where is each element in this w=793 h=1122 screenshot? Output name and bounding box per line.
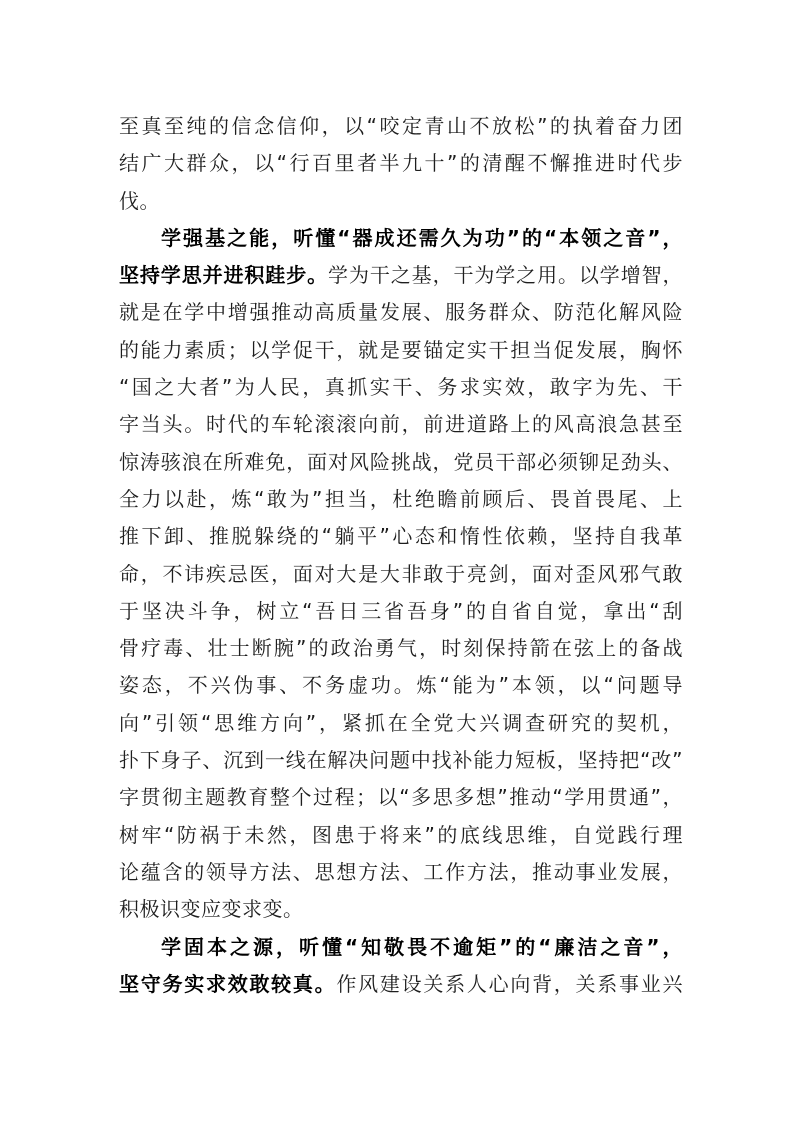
text-line [119,593,683,630]
body-text: 作风建设关系人心向背，关系事业兴 [336,971,684,996]
body-text: 惊涛骇浪在所难免，面对风险挑战，党员干部必须铆足劲头、 [119,449,683,474]
text-line [119,817,683,854]
body-text: 积极识变应变求变。 [119,897,304,922]
bold-heading-text: 坚守务实求效敢较真。 [119,971,337,996]
bold-heading-text: 学强基之能，听懂“器成还需久为功”的“本领之音”， [161,225,683,250]
text-line [119,630,683,667]
text-line [119,518,683,555]
body-text: 结广大群众，以“行百里者半九十”的清醒不懈推进时代步 [119,151,683,176]
body-text: 伐。 [119,188,160,213]
text-line [119,220,683,257]
text-line [119,779,683,816]
paragraph [119,220,683,929]
text-line [119,966,683,1003]
body-text: 至真至纯的信念信仰，以“咬定青山不放松”的执着奋力团 [119,114,683,138]
text-line [119,108,683,145]
text-line [119,145,683,182]
text-line [119,257,683,294]
text-line [119,929,683,966]
body-text: 姿态，不兴伪事、不务虚功。炼“能为”本领，以“问题导 [119,673,683,698]
paragraph [119,108,683,220]
body-text: 论蕴含的领导方法、思想方法、工作方法，推动事业发展， [119,859,683,884]
body-text: 就是在学中增强推动高质量发展、服务群众、防范化解风险 [119,300,683,325]
body-text: 命，不讳疾忌医，面对大是大非敢于亮剑，面对歪风邪气敢 [119,561,683,586]
text-line [119,891,683,928]
paragraph [119,929,683,1004]
text-line [119,444,683,481]
body-text: 于坚决斗争，树立“吾日三省吾身”的自省自觉，拿出“刮 [119,598,683,623]
text-line [119,556,683,593]
text-line [119,183,683,220]
text-line [119,481,683,518]
body-text: 树牢“防祸于未然，图患于将来”的底线思维，自觉践行理 [119,822,683,847]
text-line [119,705,683,742]
body-text: 字当头。时代的车轮滚滚向前，前进道路上的风高浪急甚至 [119,412,683,437]
text-line [119,667,683,704]
body-text: 的能力素质；以学促干，就是要锚定实干担当促发展，胸怀 [119,337,683,362]
text-line [119,294,683,331]
text-line [119,332,683,369]
body-text: “国之大者”为人民，真抓实干、务求实效，敢字为先、干 [119,375,683,400]
text-line [119,369,683,406]
body-text: 骨疗毒、壮士断腕”的政治勇气，时刻保持箭在弦上的备战 [119,636,683,661]
text-line [119,742,683,779]
bold-heading-text: 坚持学思并进积跬步。 [119,263,329,288]
body-text: 全力以赴，炼“敢为”担当，杜绝瞻前顾后、畏首畏尾、上 [119,486,683,511]
body-text: 向”引领“思维方向”，紧抓在全党大兴调查研究的契机， [119,710,683,735]
bold-heading-text: 学固本之源，听懂“知敬畏不逾矩”的“廉洁之音”， [161,934,683,959]
document-body [119,108,683,1003]
text-line [119,406,683,443]
body-text: 推下卸、推脱躲绕的“躺平”心态和惰性依赖，坚持自我革 [119,524,683,549]
body-text: 学为干之基，干为学之用。以学增智， [328,263,684,288]
text-line [119,854,683,891]
body-text: 字贯彻主题教育整个过程；以“多思多想”推动“学用贯通”， [119,785,683,810]
body-text: 扑下身子、沉到一线在解决问题中找补能力短板，坚持把“改” [119,748,683,773]
